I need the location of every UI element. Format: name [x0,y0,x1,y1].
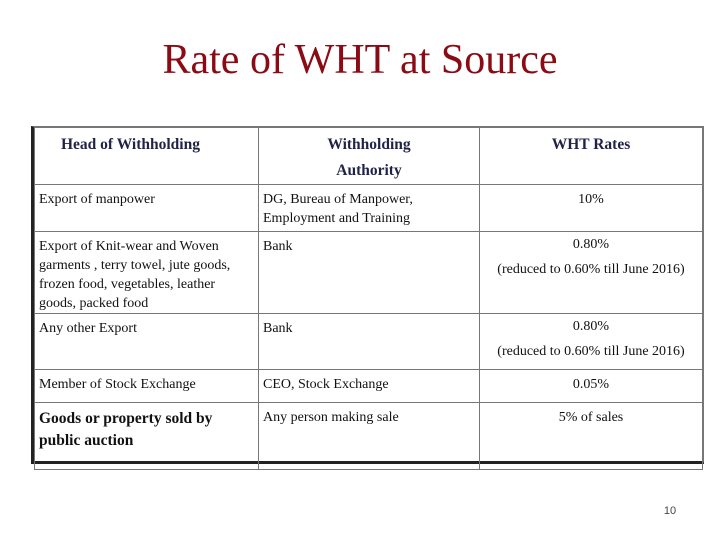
table-row [35,314,703,370]
rate-note: (reduced to 0.60% till June 2016) [497,344,685,359]
cell-rate [480,314,703,370]
cell-head [35,403,259,470]
cell-authority [259,185,480,232]
table-header-row [35,128,703,185]
cell-rate [480,232,703,314]
rate-value: 0.80% [572,237,610,252]
rate-value: 10% [578,192,604,207]
table-row [35,185,703,232]
table-row [35,403,703,470]
rate-value: 5% of sales [558,410,624,425]
cell-authority: Bank [259,314,480,370]
cell-authority: Any person making sale [259,403,480,470]
rate-note: (reduced to 0.60% till June 2016) [497,262,685,277]
cell-authority-text: DG, Bureau of Manpower, Employment and Training [263,192,413,226]
header-wht-rates: WHT Rates [480,128,703,185]
cell-rate [480,370,703,403]
table-row [35,370,703,403]
cell-authority: CEO, Stock Exchange [259,370,480,403]
cell-rate [480,403,703,470]
slide-title: Rate of WHT at Source [162,37,558,83]
cell-head: Member of Stock Exchange [35,370,259,403]
header-withholding-authority [259,128,480,185]
rate-value: 0.80% [572,319,610,334]
cell-authority: Bank [259,232,480,314]
wht-table-frame [31,126,704,464]
table-row [35,232,703,314]
header-head-of-withholding: Head of Withholding [35,128,259,185]
cell-head: Any other Export [35,314,259,370]
cell-head: Export of manpower [35,185,259,232]
cell-head: Export of Knit-wear and Woven garments , terry towel, jute goods, frozen food, vegetables, leather goods, packed food [35,232,259,314]
cell-rate [480,185,703,232]
wht-rates-table [34,127,703,470]
rate-value: 0.05% [572,377,610,392]
page-number: 10 [663,505,677,517]
header-withholding-authority-label: Withholding Authority [327,136,411,179]
cell-head-text: Goods or property sold by public auction [39,410,213,449]
